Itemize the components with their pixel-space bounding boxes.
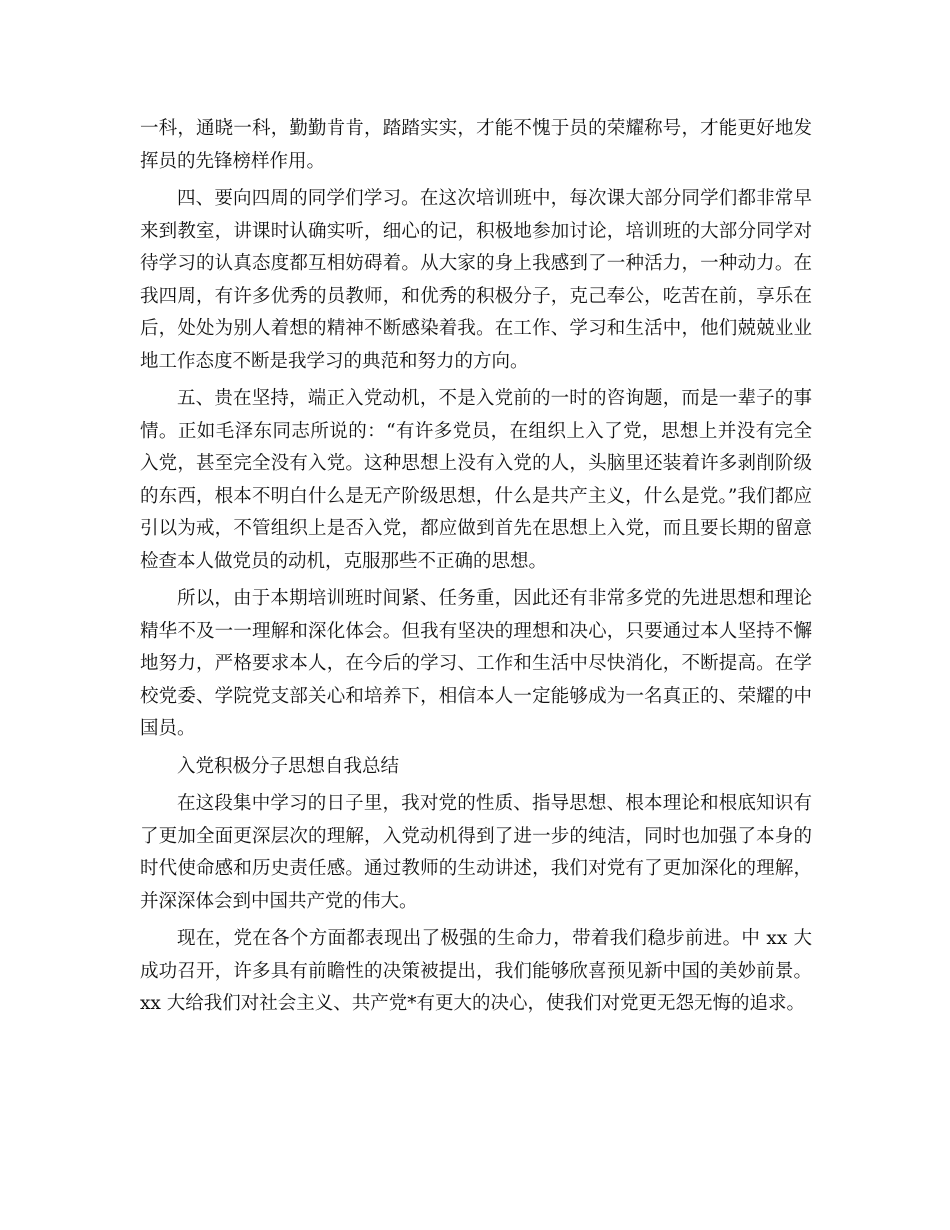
paragraph-persistence: 五、贵在坚持，端正入党动机，不是入党前的一时的咨询题，而是一辈子的事情。正如毛泽东同志所说的：“有许多党员，在组织上入了党，思想上并没有完全入党，甚至完全没有入党。这种思想上没有入党的人，头脑里还装着许多剥削阶级的东西，根本不明白什么是无产阶级思想，什么是共产主义，什么是党。”我们都应引以为戒，不管组织上是否入党，都应做到首先在思想上入党，而且要长期的留意检查本人做党员的动机，克服那些不正确的思想。 — [140, 388, 812, 572]
section-heading: 入党积极分子思想自我总结 — [177, 755, 400, 777]
paragraph-continuation: 一科，通晓一科，勤勤肯肯，踏踏实实，才能不愧于员的荣耀称号，才能更好地发挥员的先锋榜样作用。 — [140, 118, 812, 172]
paragraph-party-vitality: 现在，党在各个方面都表现出了极强的生命力，带着我们稳步前进。中 xx 大成功召开，许多具有前瞻性的决策被提出，我们能够欣喜预见新中国的美妙前景。xx 大给我们对社会主义、共产党*有更大的决心，使我们对党更无怨无悔的追求。 — [140, 928, 812, 1014]
document-body — [140, 113, 812, 1026]
paragraph-learn-from-classmates: 四、要向四周的同学们学习。在这次培训班中，每次课大部分同学们都非常早来到教室，讲课时认确实听，细心的记，积极地参加讨论，培训班的大部分同学对待学习的认真态度都互相妨碍着。从大家的身上我感到了一种活力，一种动力。在我四周，有许多优秀的员教师，和优秀的积极分子，克己奉公，吃苦在前，享乐在后，处处为别人着想的精神不断感染着我。在工作、学习和生活中，他们兢兢业业地工作态度不断是我学习的典范和努力的方向。 — [140, 188, 812, 372]
paragraph-study-summary: 在这段集中学习的日子里，我对党的性质、指导思想、根本理论和根底知识有了更加全面更深层次的理解，入党动机得到了进一步的纯洁，同时也加强了本身的时代使命感和历史责任感。通过教师的生动讲述，我们对党有了更加深化的理解，并深深体会到中国共产党的伟大。 — [140, 793, 812, 912]
paragraph-conclusion: 所以，由于本期培训班时间紧、任务重，因此还有非常多党的先进思想和理论精华不及一一理解和深化体会。但我有坚决的理想和决心，只要通过本人坚持不懈地努力，严格要求本人，在今后的学习、工作和生活中尽快消化，不断提高。在学校党委、学院党支部关心和培养下，相信本人一定能够成为一名真正的、荣耀的中国员。 — [140, 588, 812, 739]
